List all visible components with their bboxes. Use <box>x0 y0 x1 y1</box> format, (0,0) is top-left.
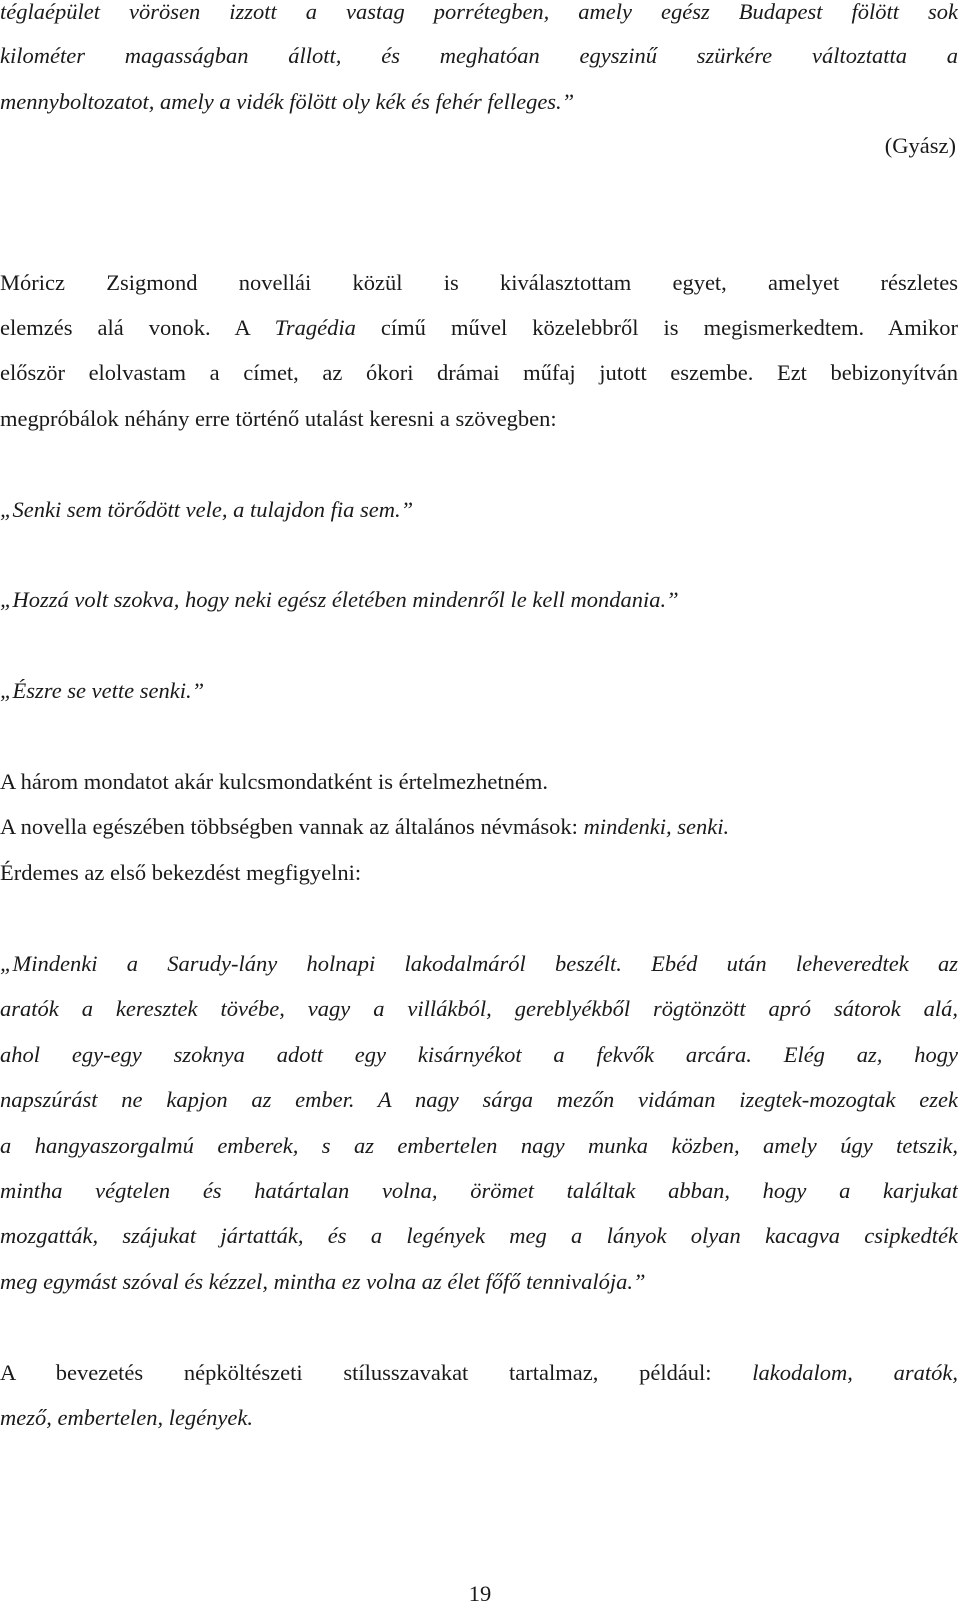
text-line <box>0 267 958 299</box>
quote-line <box>0 584 958 616</box>
italic-run: mező, embertelen, legények. <box>0 1405 254 1430</box>
text-line <box>0 312 958 344</box>
italic-run: mindenki, senki. <box>583 814 730 839</box>
italic-run: „Észre se vette senki.” <box>0 678 205 703</box>
text-run: Móricz Zsigmond novellái közül is kiválasztottam egyet, amelyet részletes <box>0 270 958 295</box>
quote-line <box>0 675 958 707</box>
text-run: című művel közelebbről is megismerkedtem. Amikor <box>355 315 958 340</box>
italic-run: mennyboltozatot, amely a vidék fölött oly kék és fehér felleges.” <box>0 89 575 114</box>
italic-run: Tragédia <box>274 315 356 340</box>
italic-run: „Mindenki a Sarudy-lány holnapi lakodalmáról beszélt. Ebéd után leheveredtek az <box>0 951 958 976</box>
italic-run: mintha végtelen és határtalan volna, örömet találtak abban, hogy a karjukat <box>0 1178 958 1203</box>
text-line <box>0 403 958 435</box>
text-run: Érdemes az első bekezdést megfigyelni: <box>0 860 362 885</box>
italic-run: a hangyaszorgalmú emberek, s az embertelen nagy munka közben, amely úgy tetszik, <box>0 1133 958 1158</box>
text-line <box>0 86 958 118</box>
italic-run: „Hozzá volt szokva, hogy neki egész életében mindenről le kell mondania.” <box>0 587 679 612</box>
italic-run: téglaépület vörösen izzott a vastag porrétegben, amely egész Budapest fölött sok <box>0 0 958 24</box>
text-line <box>0 40 958 72</box>
text-run: elemzés alá vonok. A <box>0 315 275 340</box>
page-number: 19 <box>468 1581 492 1606</box>
quote-line <box>0 1084 958 1116</box>
quote-line <box>0 494 958 526</box>
italic-run: „Senki sem törődött vele, a tulajdon fia sem.” <box>0 497 414 522</box>
quote-line <box>0 1039 958 1071</box>
italic-run: mozgatták, szájukat jártatták, és a legények meg a lányok olyan kacagva csipkedték <box>0 1223 958 1248</box>
quote-line <box>0 993 958 1025</box>
text-run: A bevezetés népköltészeti stílusszavakat tartalmaz, például: <box>0 1360 753 1385</box>
text-run: A három mondatot akár kulcsmondatként is értelmezhetném. <box>0 769 548 794</box>
quote-line <box>0 1175 958 1207</box>
italic-run: lakodalom, aratók, <box>752 1360 958 1385</box>
text-line <box>0 1357 958 1389</box>
text-line <box>0 1402 958 1434</box>
text-run: (Gyász) <box>884 133 956 158</box>
italic-run: napszúrást ne kapjon az ember. A nagy sárga mezőn vidáman izegtek-mozogtak ezek <box>0 1087 958 1112</box>
quote-line <box>0 1220 958 1252</box>
italic-run: ahol egy-egy szoknya adott egy kisárnyékot a fekvők arcára. Elég az, hogy <box>0 1042 958 1067</box>
text-line <box>0 357 958 389</box>
italic-run: kilométer magasságban állott, és meghatóan egyszinű szürkére változtatta a <box>0 43 958 68</box>
quote-line <box>0 948 958 980</box>
quote-line <box>0 1130 958 1162</box>
text-run: megpróbálok néhány erre történő utalást keresni a szövegben: <box>0 406 557 431</box>
text-line <box>0 766 958 798</box>
italic-run: meg egymást szóval és kézzel, mintha ez volna az élet főfő tennivalója.” <box>0 1269 646 1294</box>
text-run: először elolvastam a címet, az ókori drámai műfaj jutott eszembe. Ezt bebizonyítván <box>0 360 958 385</box>
text-run: A novella egészében többségben vannak az általános névmások: <box>0 814 584 839</box>
text-line <box>0 857 958 889</box>
quote-line <box>0 1266 958 1298</box>
source-citation <box>0 130 958 162</box>
text-line <box>0 811 958 843</box>
italic-run: aratók a keresztek tövébe, vagy a villákból, gereblyékből rögtönzött apró sátorok alá, <box>0 996 958 1021</box>
text-line <box>0 0 958 28</box>
